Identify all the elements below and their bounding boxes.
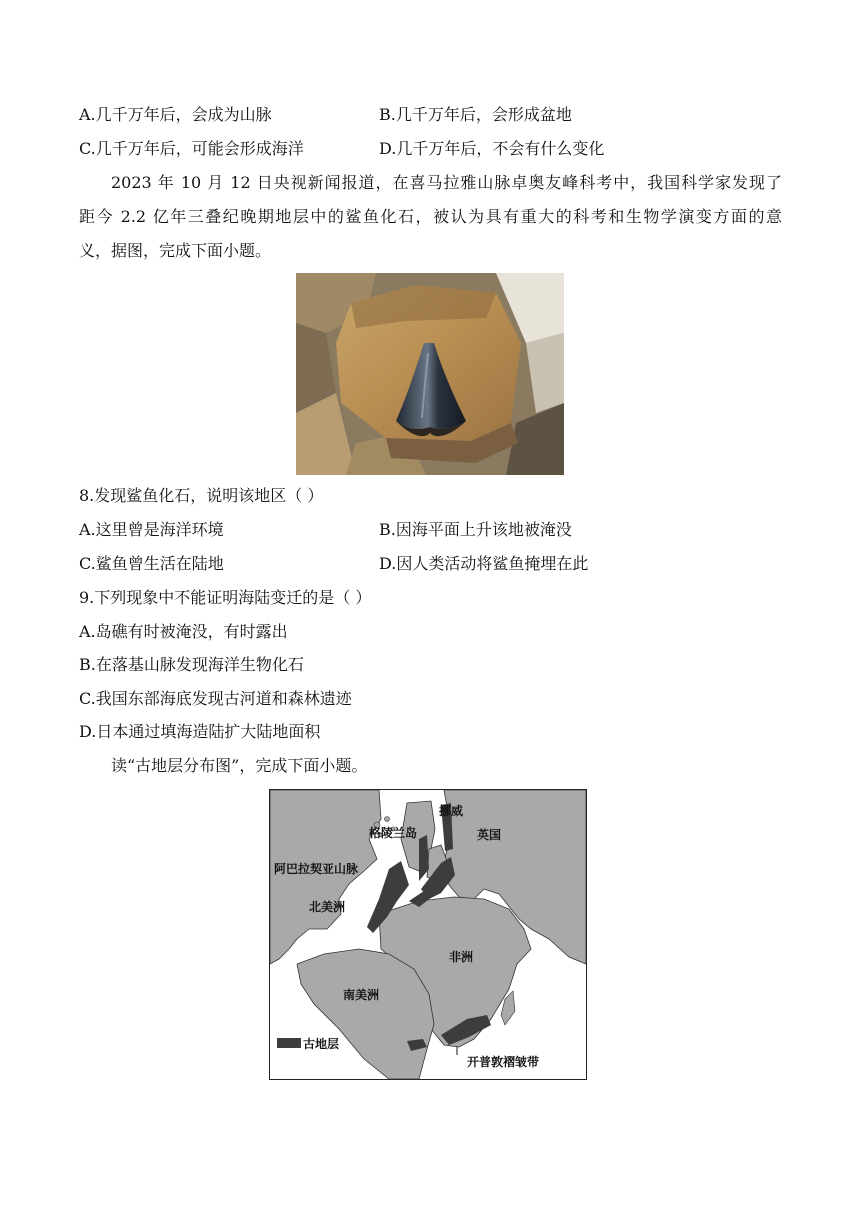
q7-option-d: D.几千万年后，不会有什么变化	[379, 139, 605, 158]
q8-option-a: A.这里曾是海洋环境	[79, 520, 224, 539]
shark-intro-line-2: 距今 2.2 亿年三叠纪晚期地层中的鲨鱼化石，被认为具有重大的科考和生物学演变方面的意	[79, 207, 782, 226]
south-america-label: 南美洲	[343, 988, 380, 1002]
north-america-label: 北美洲	[309, 900, 346, 914]
cape-fold-label: 开普敦褶皱带	[467, 1055, 540, 1069]
q9-option-b: B.在落基山脉发现海洋生物化石	[79, 655, 304, 674]
q7-option-a: A.几千万年后，会成为山脉	[79, 105, 272, 124]
uk-label: 英国	[477, 828, 502, 842]
shark-intro-line-3: 义，据图，完成下面小题。	[79, 241, 272, 260]
ancient-strata-map	[269, 789, 587, 1080]
q8-option-b: B.因海平面上升该地被淹没	[379, 520, 572, 539]
q8-option-d: D.因人类活动将鲨鱼掩埋在此	[379, 554, 589, 573]
greenland-label: 格陵兰岛	[369, 826, 418, 840]
q9-stem: 9.下列现象中不能证明海陆变迁的是（ ）	[79, 588, 372, 607]
q7-option-c: C.几千万年后，可能会形成海洋	[79, 139, 304, 158]
legend-label: 古地层	[303, 1037, 340, 1051]
q7-option-b: B.几千万年后，会形成盆地	[379, 105, 572, 124]
map-intro: 读“古地层分布图”，完成下面小题。	[111, 756, 368, 775]
legend-swatch	[277, 1038, 301, 1048]
shark-intro-line-1: 2023 年 10 月 12 日央视新闻报道，在喜马拉雅山脉卓奥友峰科考中，我国科学家发现了	[111, 173, 782, 192]
shark-intro-paragraph	[79, 166, 782, 268]
q9-option-a: A.岛礁有时被淹没，有时露出	[79, 622, 288, 641]
q9-option-d: D.日本通过填海造陆扩大陆地面积	[79, 722, 321, 741]
shark-fossil-photo	[296, 273, 564, 475]
africa-label: 非洲	[449, 950, 474, 964]
appalachian-label: 阿巴拉契亚山脉	[274, 862, 359, 876]
q8-option-c: C.鲨鱼曾生活在陆地	[79, 554, 224, 573]
q8-stem: 8.发现鲨鱼化石，说明该地区（ ）	[79, 486, 324, 505]
q9-option-c: C.我国东部海底发现古河道和森林遗迹	[79, 689, 352, 708]
norway-label: 挪威	[439, 804, 464, 818]
